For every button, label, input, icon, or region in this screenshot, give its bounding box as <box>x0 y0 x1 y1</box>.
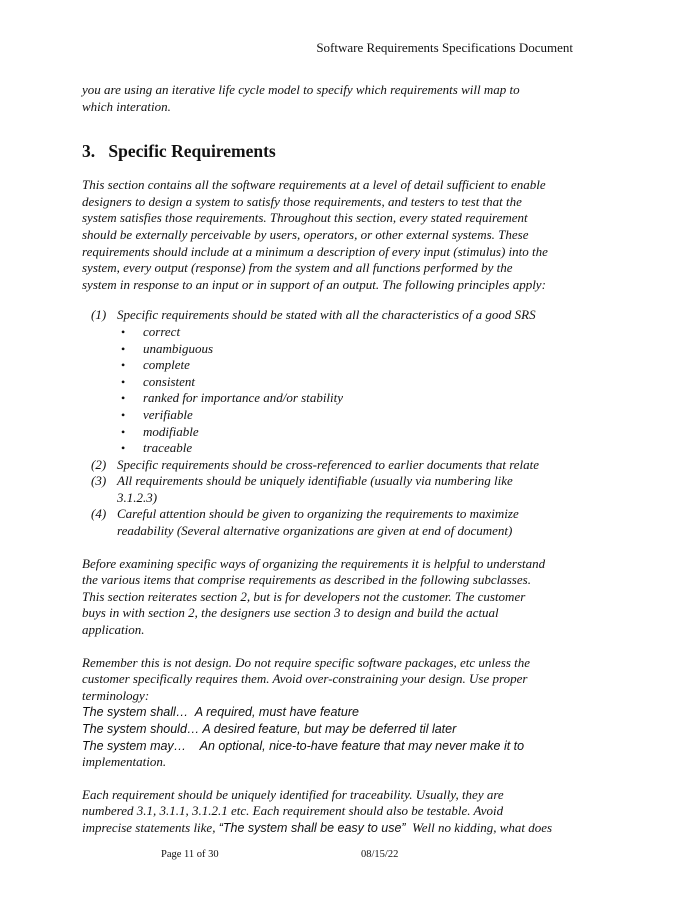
section-paragraph-3: Remember this is not design. Do not require specific software packages, etc unless the customer specifically requires them. Avoid over-constraining your design. Use proper terminology: The system shall… A required, must have feature The system should… A desired feature, but may be deferred til later The system may… An optional, nice-to-have feature that may never make it to implementation. <box>82 654 531 770</box>
list-item: • complete <box>121 357 190 373</box>
principles-list <box>82 307 592 539</box>
list-item: • traceable <box>121 440 193 456</box>
page-date: 08/15/22 <box>361 849 399 860</box>
term-meaning: An optional, nice-to-have feature that may never make it to <box>186 738 525 753</box>
bullet-icon: • <box>121 391 126 406</box>
section-heading <box>82 141 592 161</box>
list-marker: (4) <box>91 506 107 522</box>
term-keyword: The system should… <box>82 722 200 736</box>
bullet-icon: • <box>121 441 126 456</box>
page-content <box>82 82 592 837</box>
intro-paragraph: you are using an iterative life cycle model to specify which requirements will map to which interation. <box>82 82 520 114</box>
page-header: Software Requirements Specifications Document <box>316 40 573 55</box>
section-paragraph-1: This section contains all the software requirements at a level of detail sufficient to enable designers to design a system to satisfy those requirements, and testers to test that the system satisfies those requirements. Throughout this section, every stated requirement should be externally perceivable by users, operators, or other external systems. These requirements should include at a minimum a description of every input (stimulus) into the system, every output (response) from the system and all functions performed by the system in response to an input or in support of an output. The following principles apply: <box>82 177 548 292</box>
list-item: • unambiguous <box>121 340 214 356</box>
characteristics-list <box>117 324 592 457</box>
list-item: • verifiable <box>121 406 193 422</box>
list-item: • correct <box>121 323 181 339</box>
bullet-icon: • <box>121 424 126 439</box>
list-item: • modifiable <box>121 423 199 439</box>
term-meaning: A desired feature, but may be deferred til later <box>199 722 457 736</box>
section-number: 3. <box>82 141 96 162</box>
term-keyword: The system shall… <box>82 705 189 720</box>
bullet-icon: • <box>121 324 126 339</box>
list-item: (1) Specific requirements should be stated with all the characteristics of a good SRS • correct • unambiguous • complete • consistent • ranked for importance and/or stability • verifiable • modifiable • traceable <box>82 307 592 456</box>
example-quote: “The system shall be easy to use” <box>218 820 406 835</box>
page-number: Page 11 of 30 <box>161 849 219 860</box>
list-item: (2) Specific requirements should be cross-referenced to earlier documents that relate <box>91 456 540 472</box>
list-marker: (3) <box>91 473 107 489</box>
list-item: (3) All requirements should be uniquely identifiable (usually via numbering like 3.1.2.3) <box>91 473 513 505</box>
list-item: • ranked for importance and/or stability <box>121 390 344 406</box>
bullet-icon: • <box>121 374 126 389</box>
section-paragraph-2: Before examining specific ways of organizing the requirements it is helpful to understand the various items that comprise requirements as described in the following subclasses. This section reiterates section 2, but is for developers not the customer. The customer buys in with section 2, the designers use section 3 to design and build the actual application. <box>82 555 546 638</box>
section-paragraph-4: Each requirement should be uniquely identified for traceability. Usually, they are numbered 3.1, 3.1.1, 3.1.2.1 etc. Each requirement should also be testable. Avoid imprecise statements like, “The system shall be easy to use” Well no kidding, what does <box>82 786 553 835</box>
term-meaning: A required, must have feature <box>188 705 359 720</box>
section-title: Specific Requirements <box>108 141 276 162</box>
list-marker: (1) <box>91 307 107 323</box>
list-marker: (2) <box>91 456 107 472</box>
bullet-icon: • <box>121 407 126 422</box>
bullet-icon: • <box>121 358 126 373</box>
bullet-icon: • <box>121 341 126 356</box>
list-item: (4) Careful attention should be given to organizing the requirements to maximize readability (Several alternative organizations are given at end of document) <box>91 506 519 539</box>
term-keyword: The system may… <box>82 738 187 753</box>
list-item: • consistent <box>121 373 195 389</box>
